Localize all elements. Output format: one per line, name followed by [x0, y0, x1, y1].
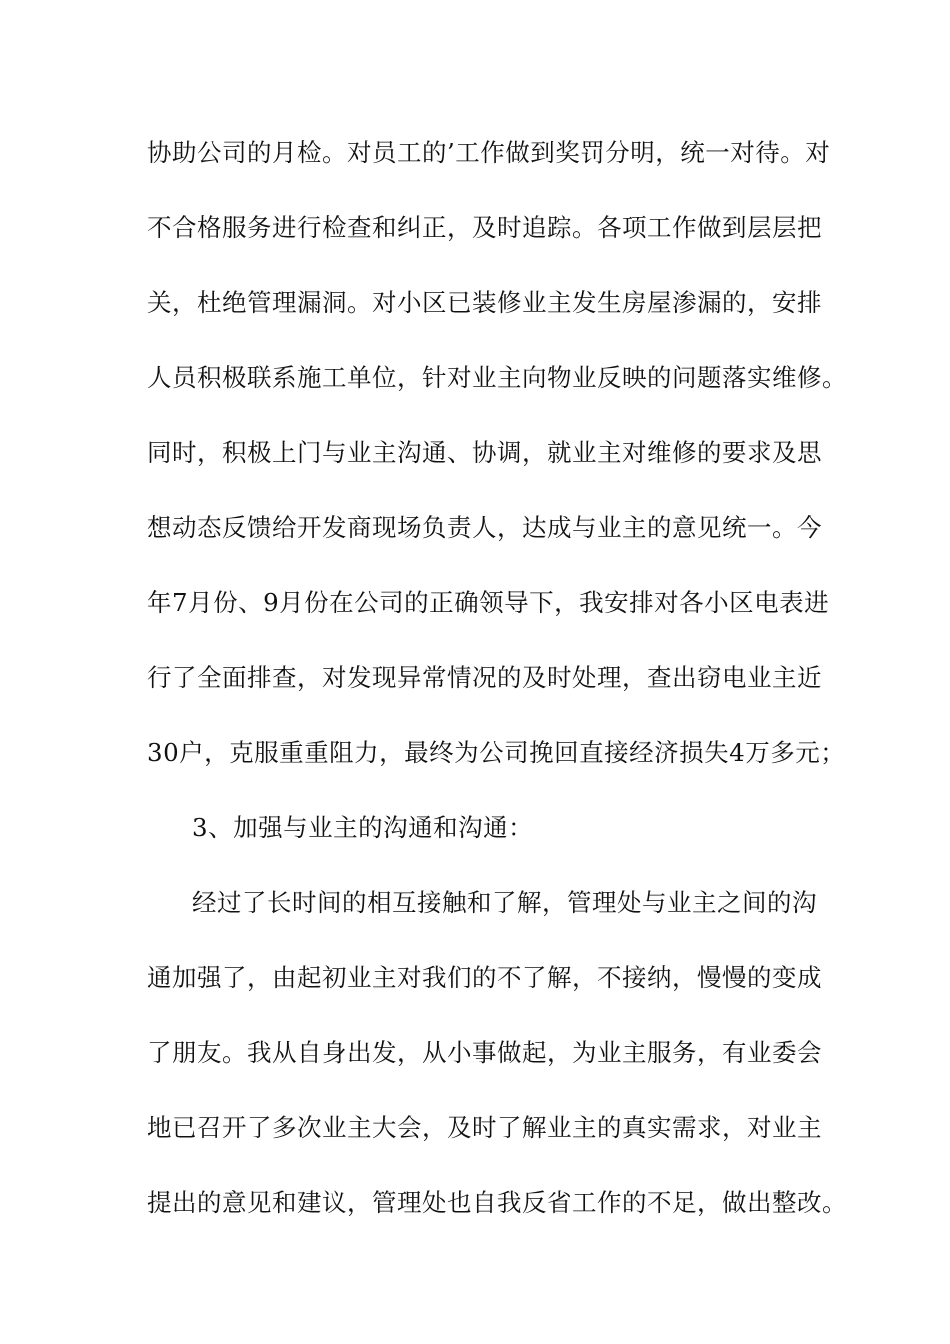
- text-line: 行了全面排查，对发现异常情况的及时处理，查出窃电业主近: [147, 663, 822, 692]
- text-line: 地已召开了多次业主大会，及时了解业主的真实需求，对业主: [147, 1113, 822, 1142]
- text-line: 提出的意见和建议，管理处也自我反省工作的不足，做出整改。: [147, 1188, 847, 1217]
- text-line: 同时，积极上门与业主沟通、协调，就业主对维修的要求及思: [147, 438, 822, 467]
- text-line: 了朋友。我从自身出发，从小事做起，为业主服务，有业委会: [147, 1038, 822, 1067]
- section-heading: 3、加强与业主的沟通和沟通：: [192, 813, 534, 842]
- text-line: 想动态反馈给开发商现场负责人，达成与业主的意见统一。今: [147, 513, 822, 542]
- text-line: 30户，克服重重阻力，最终为公司挽回直接经济损失4万多元；: [147, 738, 846, 767]
- paragraph-first-line: 经过了长时间的相互接触和了解，管理处与业主之间的沟: [192, 888, 817, 917]
- text-line: 年7月份、9月份在公司的正确领导下，我安排对各小区电表进: [147, 588, 830, 617]
- text-line: 关，杜绝管理漏洞。对小区已装修业主发生房屋渗漏的，安排: [147, 288, 822, 317]
- text-line: 协助公司的月检。对员工的’工作做到奖罚分明，统一对待。对: [147, 138, 831, 167]
- text-line: 通加强了，由起初业主对我们的不了解，不接纳，慢慢的变成: [147, 963, 822, 992]
- text-line: 人员积极联系施工单位，针对业主向物业反映的问题落实维修。: [147, 363, 847, 392]
- text-line: 不合格服务进行检查和纠正，及时追踪。各项工作做到层层把: [147, 213, 822, 242]
